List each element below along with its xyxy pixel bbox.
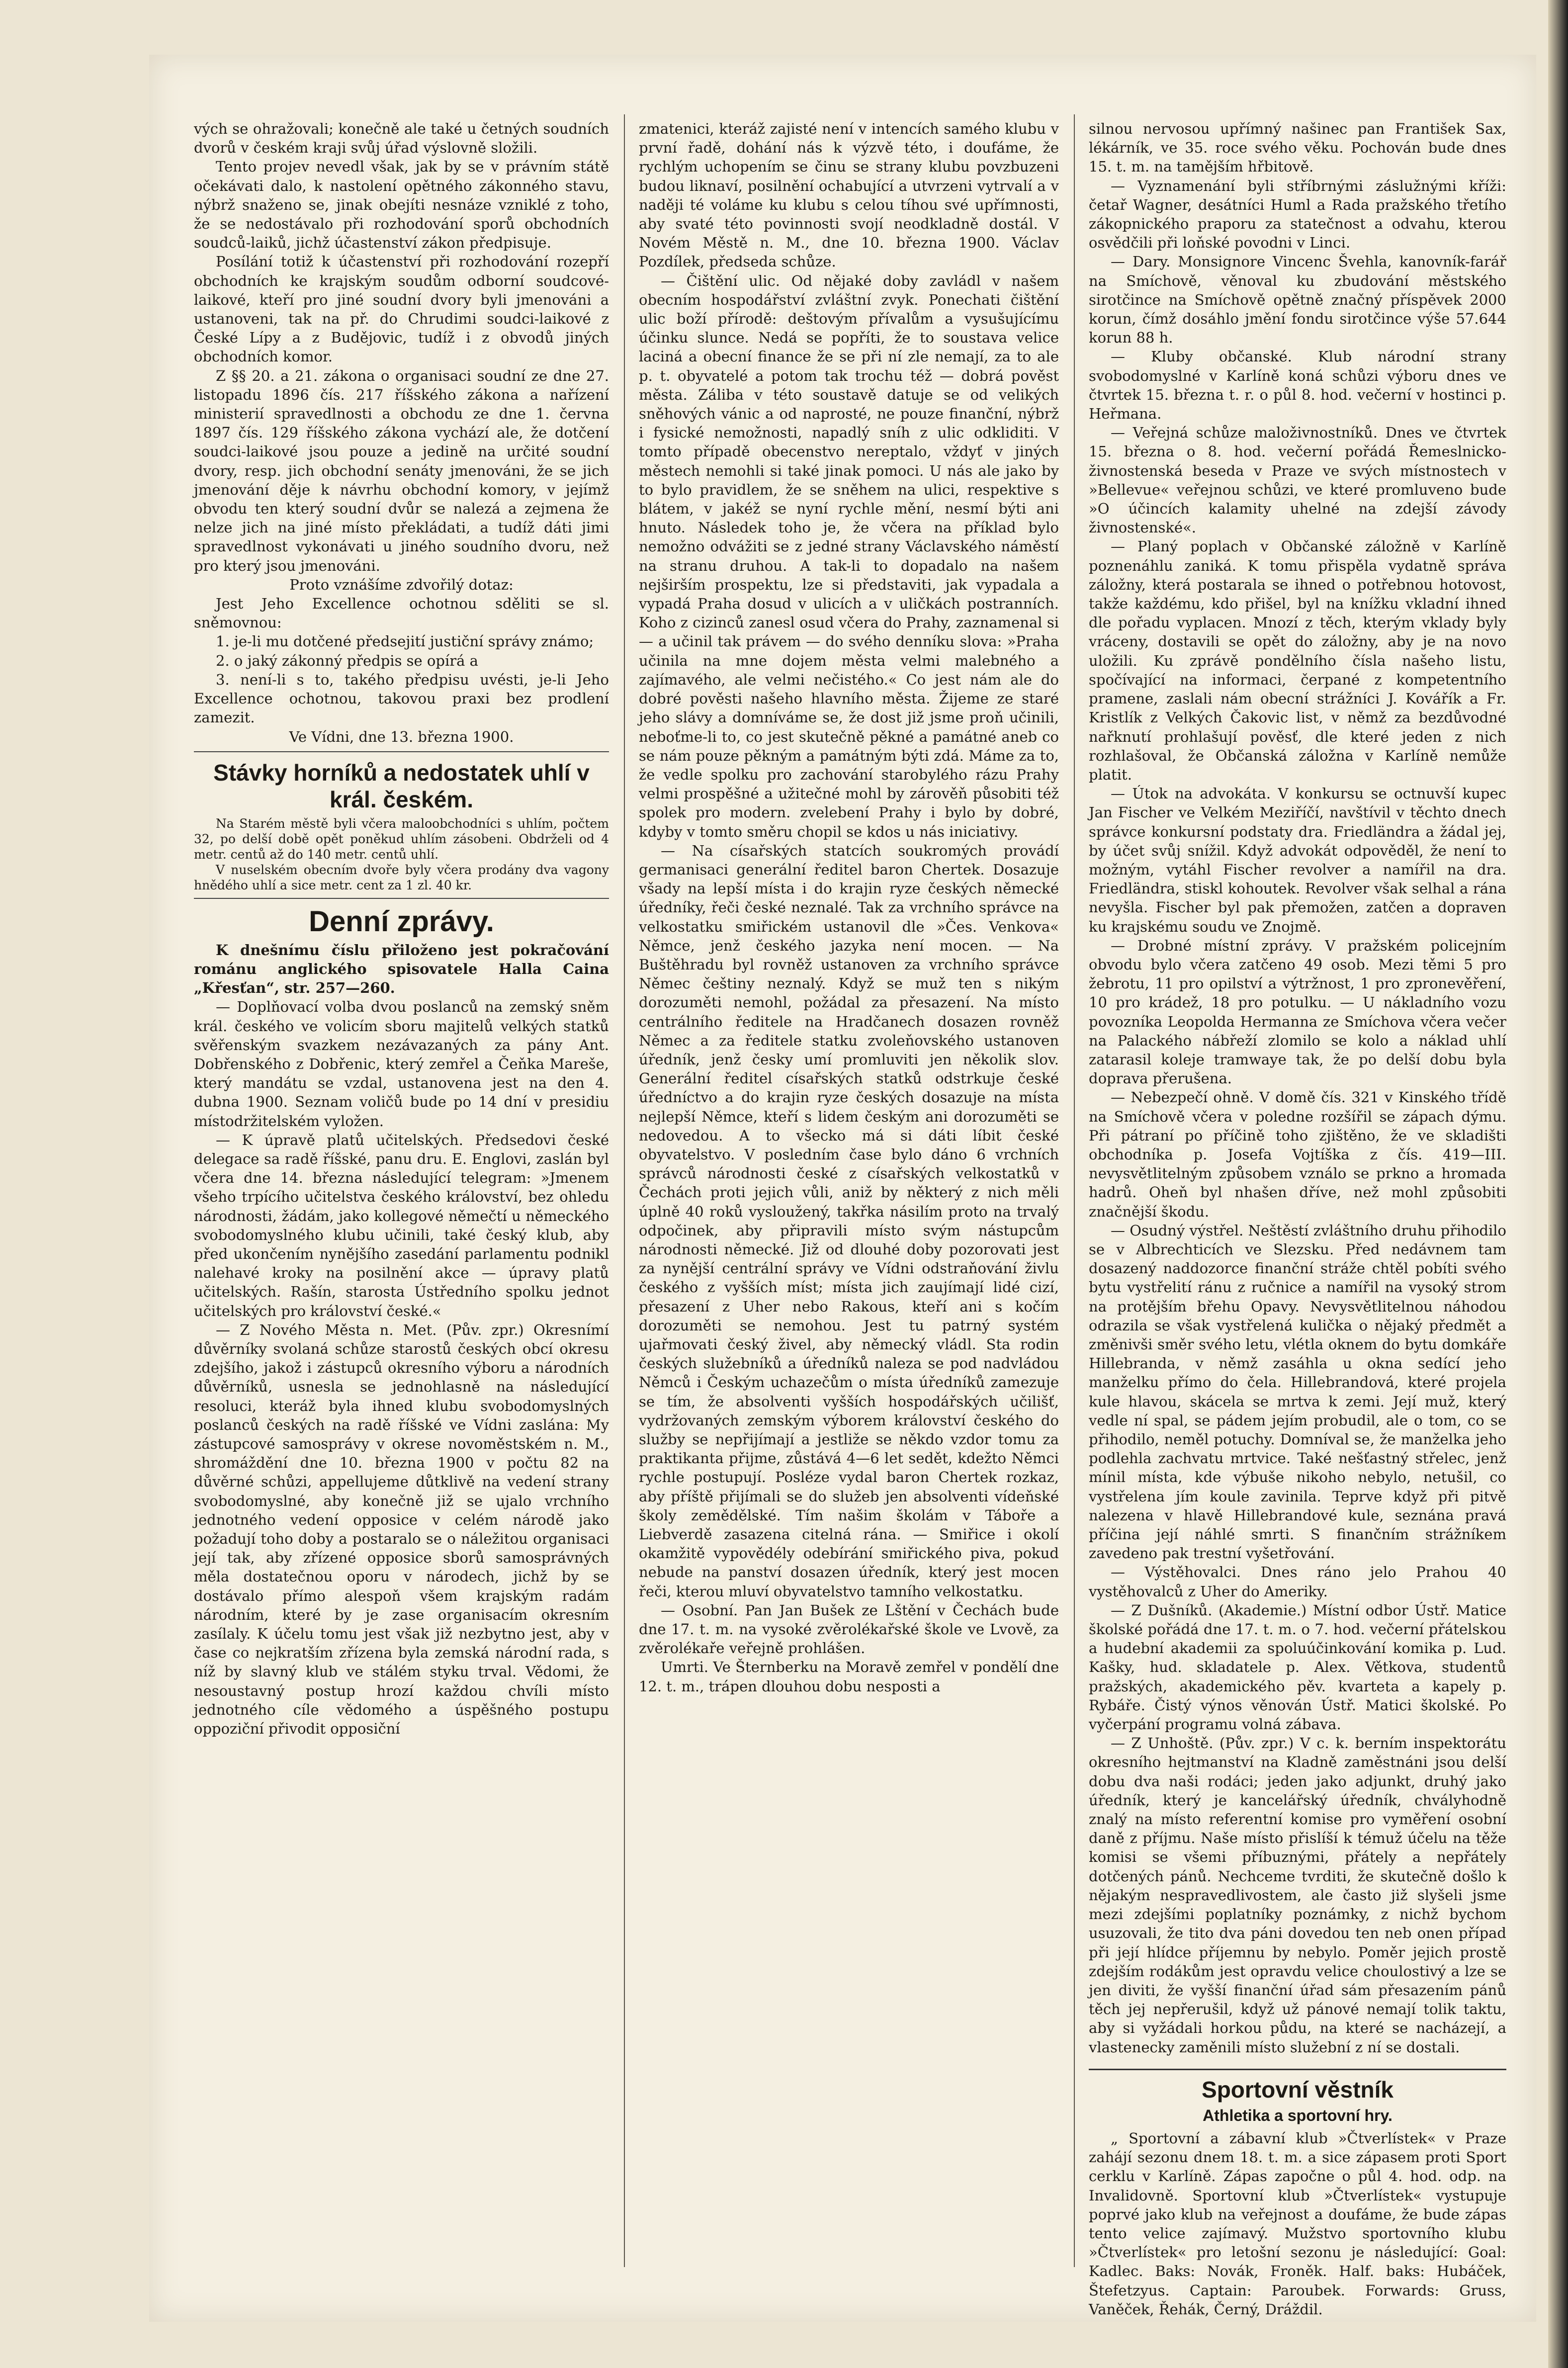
paragraph: K dnešnímu číslu přiloženo jest pokračování románu anglického spisovatele Halla Caina „Křesťan“, str. 257—260. (194, 941, 609, 997)
news-item: — K úpravě platů učitelských. Předsedovi české delegace sa radě říšské, panu dru. E. Englovi, zaslán byl včera dne 14. března následující telegram: »Jmenem všeho trpícího učitelstva českého království, bez ohledu národnosti, žádám, jako kollegové němečtí u německého svobodomyslného klubu učinili, také český klub, aby před ukončením nynějšího zasedání parlamentu podnikl nalehavé kroky na posilnění akce — úpravy platů učitelských. Rašín, starosta Ústředního spolku jednot učitelských pro království české.« (194, 1131, 609, 1319)
section-heading: Sportovní věstník (1089, 2069, 1506, 2103)
paragraph: Posílání totiž k účastenství při rozhodování rozepří obchodních ke krajským soudům odborní soudcové-laikové, kteří pro jiné soudní dvory byli jmenováni a ustanoveni, tak na př. do Chrudimi soudci-laikové z České Lípy a z Budějovic, tudíž i z obvodů jiných obchodních komor. (194, 253, 609, 365)
news-item: — Vyznamenání byli stříbrnými záslužnými kříži: četař Wagner, desátníci Huml a Rada pražského třetího zákopnického praporu za statečnost a odvahu, kterou osvědčili při loňské povodni v Linci. (1089, 177, 1506, 252)
dateline: Ve Vídni, dne 13. března 1900. (289, 728, 514, 745)
news-item: — Osudný výstřel. Neštěstí zvláštního druhu přihodilo se v Albrechticích ve Slezsku. Před nedávnem tam dosazený naddozorce finanční stráže chtěl pobíti svého bytu vystřelití ránu z ručnice a namířil na vysoký strom na protějším břehu Opavy. Nevysvětlitelnou náhodou odrazila se však vystřelená kulička o nějaký předmět a změnivši směr svého letu, vlétla oknem do bytu domkáře Hillebranda, v němž zasáhla u okna sedící jeho manželku přímo do čela. Hillebrandová, které projela kule hlavou, skácela se mrtva k zemi. Její muž, který vedle ní spal, se pádem jejím probudil, ale o tom, co se přihodilo, neměl potuchy. Domníval se, že manželka jeho podlehla zachvatu mrtvice. Také nešťastný střelec, jenž mínil místa, kde výbuše nikoho nebylo, netušil, co vystřelena jím koule zavinila. Teprve když při pitvě nalezena v hlavě Hillebrandové kule, seznána pravá příčina její náhlé smrti. S finančním strážníkem zavedeno pak trestní vyšetřování. (1089, 1222, 1506, 1562)
paragraph: silnou nervosou upřímný našinec pan František Sax, lékárník, ve 35. roce svého věku. Pochován bude dnes 15. t. m. na tamějším hřbitově. (1089, 120, 1506, 175)
news-item: — Nebezpečí ohně. V domě čís. 321 v Kinského třídě na Smíchově včera v poledne rozšířil se zápach dýmu. Při pátraní po příčině toho zjištěno, že ve skladišti obchodníka p. Josefa Vojtíška z čís. 419—III. nevysvětlitelným způsobem vználo se prkno a hromada hadrů. Oheň byl nhašen dříve, než mohl způsobiti značnější škodu. (1089, 1089, 1506, 1220)
page-edge (1548, 0, 1568, 2368)
news-item: — Čištění ulic. Od nějaké doby zavládl v našem obecním hospodářství zvláštní zvyk. Ponechati čištění ulic boží přírodě: deštovým přívalům a vysušujícímu účinku slunce. Nedá se popříti, že to soustava velice laciná a obecní finance že se při ní zle nemají, za to ale p. t. obyvatelé a potom tak trochu též — dobrá pověst města. Záliba v této soustavě datuje se od velikých sněhových vánic a od naprosté, ne pouze finanční, nýbrž i fysické nemožnosti, napadlý sníh z ulic odkliditi. V tomto případě obecenstvo nereptalo, vždyť v jiných městech nemohli si také jinak pomoci. U nás ale jako by to bylo pravidlem, že se sněhem na ulici, respektive s blátem, v jakéž se nyní rychle mění, nesmí býti ani hnuto. Následek toho je, že včera na příklad bylo nemožno odvážiti se z jedné strany Václavského náměstí na stranu druhou. A tak-li to dopadalo na našem nejširším prospektu, lze si představiti, jak vypadala a vypadá Praha dosud v ulicích a v uličkách postranních. Koho z cizinců zanesl osud včera do Prahy, zaznamenal si — a učinil tak právem — do svého denníku slova: »Praha učinila na mne dojem města velmi malebného a zajímavého, ale velmi nečistého.« Co jest nám ale do dobré pověsti našeho hlavního města. Žijeme ze staré jeho slávy a domníváme se, že dost již jsme proň učinili, neboťme-li to, co jest skutečně pěkné a památné aneb co se nám pouze pěkným a památným býti zdá. Máme za to, že vedle spolku pro zachování starobylého rázu Prahy velmi prospěšné a užitečné mohl by zárověň působiti též spolek pro modern. zvelebení Prahy i bylo by dobré, kdyby v tomto směru chopil se kdos u nás iniciativy. (639, 272, 1059, 840)
paragraph: Z §§ 20. a 21. zákona o organisaci soudní ze dne 27. listopadu 1896 čís. 217 říšského zákona a nařízení ministerií spravedlnosti a obchodu ze dne 1. června 1897 čís. 129 říšského zákona vychází ale, že dotčení soudci-laikové jsou pouze a jedině na určité soudní dvory, resp. jich obchodní senáty jmenováni, že se jich jmenování děje k návrhu obchodní komory, v jejímž obvodu ten který soudní dvůr se nalezá a zejmena že nelze jich na jiné místo překládati, a tudíž dáti jimi spravedlnost vykonávati u jiného soudního dvoru, než pro který jsou jmenováni. (194, 367, 609, 574)
paragraph: Na Starém městě byli včera maloobchodníci s uhlím, počtem 32, po delší době opět poněkud uhlím zásobeni. Obdrželi od 4 metr. centů až do 140 metr. centů uhlí. (194, 816, 609, 862)
section-heading: Denní zprávy. (309, 905, 494, 938)
paragraph: Tento projev nevedl však, jak by se v právním státě očekávati dalo, k nastolení opětného zákonného stavu, nýbrž snaženo se, jinak obejíti nesnáze vzniklé z toho, že se nedostávalo při rozhodování sporů obchodních soudců-laiků, jichž účastenství zákon předpisuje. (194, 158, 609, 252)
divider (194, 898, 609, 899)
paragraph: V nuselském obecním dvoře byly včera prodány dva vagony hnědého uhlí a sice metr. cent za 1 zl. 40 kr. (194, 862, 609, 892)
column-3 (1089, 119, 1506, 2318)
news-item: — Doplňovací volba dvou poslanců na zemský sněm král. českého ve volicím sboru majitelů velkých statků svěřenským svazkem nezávazaných za pány Ant. Dobřenského z Dobřenic, který zemřel a Čeňka Mareše, který mandátu se vzdal, ustanovena jest na den 4. dubna 1900. Seznam voličů bude po 14 dní v presidiu místodržitelském vyložen. (194, 998, 609, 1130)
news-item: — Planý poplach v Občanské záložně v Karlíně poznenáhlu zaniká. K tomu přispěla vydatně správa záložny, která postarala se ihned o potřebnou hotovost, takže každému, kdo přišel, byl na knížku vkladní ihned dle pořadu vyplacen. Mnozí z těch, kterým vklady byly vráceny, dostavili se opět do záložny, aby je na novo uložili. Ku zprávě pondělního čísla našeho listu, spočívající na informaci, čerpané z kompetentního pramene, zaslali nám obecní strážníci J. Kovářík a Fr. Kristlík z Velkých Čakovic list, v němž za bezdůvodné nařknutí prohlašují pověsť, dle které jeden z nich rozhlašoval, že Občanská záložna v Karlíně nemůže platit. (1089, 538, 1506, 783)
news-item: — Z Unhoště. (Pův. zpr.) V c. k. berním inspektorátu okresního hejtmanství na Kladně zaměstnáni jsou delší dobu dva naši rodáci; jeden jako adjunkt, druhý jako úředník, který je kancelářský úředník, chvályhodně znalý na místo referentní komise pro vyměření osobní daně z příjmu. Naše místo přislíší k témuž účelu na těže komisi se všemi příbuznými, přátely a nepřátely dotčených pánů. Nechceme tvrditi, že skutečně došlo k nějakým nespravedlivostem, ale často již slyšeli jsme mezi zdejšími poplatníky poznámky, z nichž bychom usuzovali, že tito dva páni dovedou ten neb onen případ při její hlídce příjemnu by nebylo. Poměr jejich prostě zdejším rodákům jest opravdu velice choulostivý a lze se jen diviti, že vyšší finanční úřad sám přesazením pánů těch jej nepřerušil, když už pánové nemají tolik taktu, aby si vyžádali horkou půdu, na které se nacházejí, a vlastenecky zaměnili místo služební z ní se dostali. (1089, 1735, 1506, 2056)
section-heading: Stávky horníků a nedostatek uhlí v král. českém. (213, 759, 590, 812)
column-2 (639, 119, 1059, 2257)
news-item: — Na císařských statcích soukromých provádí germanisaci generální ředitel baron Chertek. Dosazuje všady na lepší místa i do krajin ryze českých německé úředníky, řeči české neznalé. Tak za vrchního správce na velkostatku smiřickém ustanovil dle »Čes. Venkova« Němce, jenž českého jazyka není mocen. — Na Buštěhradu byl rovněž ustanoven za vrchního správce Němec češtiny neznalý. Když se muž ten s nikým dorozuměti nemohl, požádal za přesazení. Na místo centrálního ředitele na Hradčanech dosazen rovněž Němec a za ředitele statku zvoleňovského ustanoven úředník, jenž česky umí promluviti jen několik slov. Generální ředitel císařských statků odstrkuje české úředníctvo a do krajin ryze českých dosazuje na místa nejlepší Němce, kteří s lidem českým ani dorozuměti se nedovedou. A to všecko má si dáti líbit české obyvatelstvo. V posledním čase bylo dáno 6 vrchních správců národnosti české z císařských velkostatků v Čechách proti jejich vůli, aniž by některý z nich měli úplně 40 roků vysloužený, takřka násilím proto na trvalý odpočinek, aby připravili místo svým nástupcům národnosti německé. Již od dlouhé doby pozorovati jest za nynější centrální správy ve Vídni odstraňování živlu českého z vyšších míst; místa jich zaujímají lidé cizí, přesazení z Uher nebo Rakous, kteří ani s kočím dorozuměti se nemohou. Jest tu patrný systém ujařmovati český živel, aby německý vládl. Sta rodin českých služebníků a úředníků naleza se pod nadvládou Němců i Českým uchazečům o místa úředníků zamezuje se tím, že absolventi vyšších hospodářských učilišť, vydržovaných zemským výborem království českého do služby se nepřijímají a jestliže se někdo vzdor tomu za praktikanta přijme, zůstává 4—6 let sedět, kdežto Němci rychle postupují. Posléze vydal baron Chertek rozkaz, aby příště přijímali se do služeb jen absolventi vídeňské školy zemědělské. Tím našim školám v Táboře a Liebverdě zasazena citelná rána. — Smiřice i okolí okamžitě vypovědély odebírání smiřického piva, pokud nebude na panství dosazen úředník, který jest mocen řeči, kterou mluví obyvatelstvo tamního velkostatku. (639, 842, 1059, 1600)
list-item: 2. o jaký zákonný předpis se opírá a (216, 652, 478, 669)
news-item: — Drobné místní zprávy. V pražském policejním obvodu bylo včera zatčeno 49 osob. Mezi těmi 5 pro žebrotu, 11 pro opilství a výtržnost, 1 pro zpronevěření, 10 pro krádež, 18 pro potulku. — U nákladního vozu povozníka Leopolda Hermanna ze Smíchova včera večer na Palackého nábřeží zlomilo se kolo a náklad uhlí zatarasil koleje tramwaye tak, že po delší dobu byla doprava přerušena. (1089, 937, 1506, 1087)
paragraph: vých se ohražovali; konečně ale také u četných soudních dvorů v českém kraji svůj úřad výslovně složili. (194, 120, 609, 157)
paragraph: zmatenici, kteráž zajisté není v intencích samého klubu v první řadě, dohání nás k výzvě této, i doufáme, že rychlým uchopením se činu se strany klubu povzbuzeni budou liknaví, posilnění ochabující a utvrzeni vytrvalí a v naději té voláme ku klubu s celou tíhou své upřímnosti, aby svaté této povinnosti svojí neodkladně dostál. V Novém Městě n. M., dne 10. března 1900. Václav Pozdílek, předseda schůze. (639, 120, 1059, 270)
column-1 (194, 119, 609, 2257)
news-item: — Z Nového Města n. Met. (Pův. zpr.) Okresnímí důvěrníky svolaná schůze starostů českých obcí okresu zdejšího, jakož i zástupců okresního výboru a národních důvěrníků, usnesla se jednohlasně na následující resoluci, kteráž byla ihned klubu svobodomyslných poslanců českých na radě říšské ve Vídni zaslána: My zástupcové samosprávy v okrese novoměstském n. M., shromáždění dne 10. března 1900 v počtu 82 na důvěrné schůzi, appellujeme důtklivě na vedení strany svobodomyslné, aby konečně již se ujalo vrchního jednotného vedení opposice v celém národě jako požadují toho doby a postaralo se o náležitou organisaci její tak, aby zřízené opposice sborů samosprávných měla dostatečnou oporu v národech, jichž by se dostávalo přímo alespoň všem krajským radám národním, které by je zase organisacím okresním zasílaly. K účelu tomu jest však již nezbytno jest, aby v čase co nejkratším zřízena byla zemská národní rada, s níž by slavný klub ve stálém styku trval. Vědomi, že nesoustavný postup hrozí každou chvíli místo jednotného cíle vědomého a úspěšného postupu oppoziční přivodit opposiční (194, 1321, 609, 1738)
news-item: — Z Dušníků. (Akademie.) Místní odbor Ústř. Matice školské pořádá dne 17. t. m. o 7. hod. večerní přátelskou a hudební akademii za spoluúčinkování komika p. Lud. Kašky, hud. skladatele p. Alex. Větkova, studentů pražských, akademického pěv. kvarteta a kapely p. Rybáře. Čistý výnos věnován Ústř. Matici školské. Po vyčerpání programu volná zábava. (1089, 1601, 1506, 1733)
divider (194, 751, 609, 752)
paragraph: Proto vznášíme zdvořilý dotaz: (289, 576, 514, 593)
subsection-heading: Athletika a sportovní hry. (1203, 2106, 1393, 2124)
news-item: — Útok na advokáta. V konkursu se octnuvší kupec Jan Fischer ve Velkém Meziříčí, navštívil v těchto dnech správce konkursní podstaty dra. Friedländra a žádal jej, by účet svůj snížil. Když advokát odpověděl, že není to možným, vytáhl Fischer revolver a namířil na dra. Friedländra, stiskl kohoutek. Revolver však selhal a rána nevyšla. Fischer byl pak přemožen, zatčen a dopraven ku krajskému soudu ve Znojmě. (1089, 785, 1506, 935)
news-item: — Dary. Monsignore Vincenc Švehla, kanovník-farář na Smíchově, věnoval ku zbudování městského sirotčince na Smíchově opětně značný příspěvek 2000 korun, čímž dosáhlo jmění fondu sirotčince výše 57.644 korun 88 h. (1089, 253, 1506, 347)
newspaper-page (149, 55, 1536, 2322)
news-item: — Osobní. Pan Jan Bušek ze Lštění v Čechách bude dne 17. t. m. na vysoké zvěrolékařské škole ve Lvově, za zvěrolékaře veřejně prohlášen. (639, 1601, 1059, 1657)
news-item: — Výstěhovalci. Dnes ráno jelo Prahou 40 vystěhovalců z Uher do Ameriky. (1089, 1564, 1506, 1600)
news-item: — Kluby občanské. Klub národní strany svobodomyslné v Karlíně koná schůzi výboru dnes ve čtvrtek 15. března t. r. o půl 8. hod. večerní v hostinci p. Heřmana. (1089, 348, 1506, 423)
list-item: 3. není-li s to, takého předpisu uvésti, je-li Jeho Excellence ochotnou, takovou praxi bez prodlení zamezit. (194, 671, 609, 726)
news-item: Umrti. Ve Šternberku na Moravě zemřel v pondělí dne 12. t. m., trápen dlouhou dobu nesposti a (639, 1659, 1059, 1695)
news-item: „ Sportovní a zábavní klub »Čtverlístek« v Praze zahájí sezonu dnem 18. t. m. a sice zápasem proti Sport cerklu v Karlíně. Zápas započne o půl 4. hod. odp. na Invalidovně. Sportovní klub »Čtverlístek« vystupuje poprvé jako klub na veřejnost a doufáme, že bude zápas tento velice zajímavý. Mužstvo sportovního klubu »Čtverlístek« pro letošní sezonu je následující: Goal: Kadlec. Baks: Novák, Froněk. Half. baks: Hubáček, Štefetzyus. Captain: Paroubek. Forwards: Gruss, Vaněček, Řehák, Černý, Dráždil. (1089, 2129, 1506, 2318)
column-divider (1074, 114, 1075, 2267)
column-divider (624, 114, 625, 2267)
list-item: 1. je-li mu dotčené předsejití justiční správy známo; (216, 633, 594, 650)
news-item: — Veřejná schůze maloživnostníků. Dnes ve čtvrtek 15. března o 8. hod. večerní pořádá Řemeslnicko-živnostenská beseda v Praze ve svých místnostech v »Bellevue« veřejnou schůzi, ve které promluveno bude »O účincích kalamity uhelné na zdejší závody živnostenské«. (1089, 424, 1506, 536)
paragraph: Jest Jeho Excellence ochotnou sděliti se sl. sněmovnou: (194, 595, 609, 631)
